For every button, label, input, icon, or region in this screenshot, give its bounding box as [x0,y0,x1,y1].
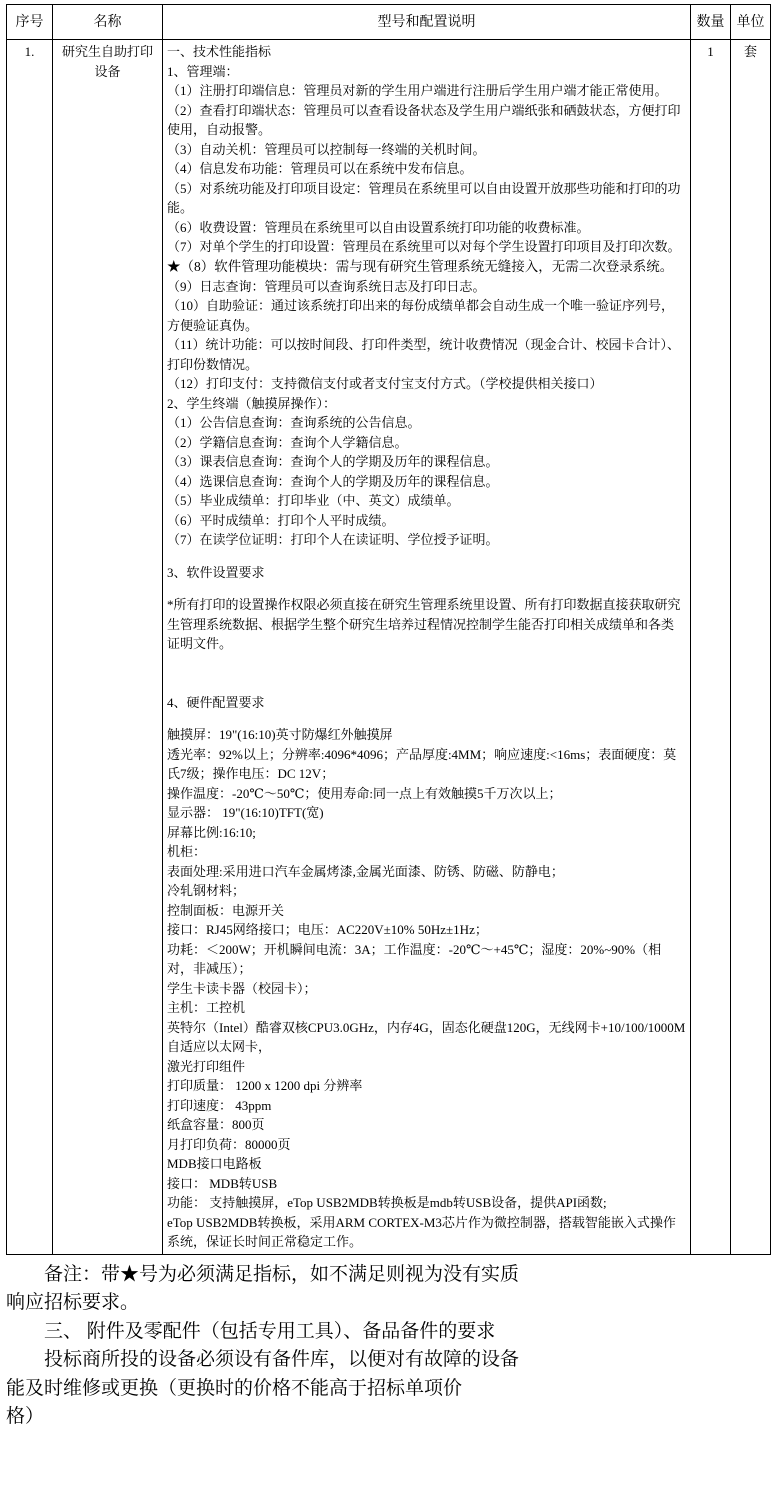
desc-line: MDB接口电路板 [167,1156,262,1172]
desc-line: 纸盒容量：800页 [167,1117,265,1133]
desc-section-title: 3、软件设置要求 [167,564,265,580]
cell-quantity: 1 [691,40,731,1255]
desc-line: （6）收费设置：管理员在系统里可以自由设置系统打印功能的收费标准。 [167,219,590,235]
table-header [7,5,771,40]
spacer [167,712,686,725]
desc-line: （1）公告信息查询：查询系统的公告信息。 [167,415,421,431]
table-header-row [7,5,771,40]
desc-line: （3）课表信息查询：查询个人的学期及历年的课程信息。 [167,454,499,470]
column-header-quantity: 数量 [691,5,731,40]
desc-line: 月打印负荷：80000页 [167,1136,291,1152]
desc-line: 控制面板：电源开关 [167,902,285,918]
spacer [167,680,686,693]
desc-line: 一、技术性能指标 [167,44,272,59]
desc-line: 英特尔（Intel）酷睿双核CPU3.0GHz，内存4G，固态化硬盘120G，无线网卡+10/100/1000M自适应以太网卡， [167,1019,686,1055]
desc-line: （10）自助验证：通过该系统打印出来的每份成绩单都会自动生成一个唯一验证序列号，方便验证真伪。 [167,298,675,333]
desc-line: 学生卡读卡器（校园卡）； [167,980,317,996]
desc-line: （4）选课信息查询：查询个人的学期及历年的课程信息。 [167,473,499,489]
desc-line: 2、学生终端（触摸屏操作）： [167,395,337,411]
desc-line: （1）注册打印端信息：管理员对新的学生用户端进行注册后学生用户端才能正常使用。 [167,83,668,98]
note-line-5: 能及时维修或更换（更换时的价格不能高于招标单项价 [6,1377,463,1399]
notes-section [6,1261,771,1432]
desc-line: 触摸屏：19"(16:10)英寸防爆红外触摸屏 [167,727,393,743]
desc-line: 打印速度： 43ppm [167,1097,272,1113]
desc-line: 功耗：＜200W；开机瞬间电流：3A；工作温度：-20℃～+45℃；湿度：20%~90%（相对，非减压）； [167,941,662,977]
desc-line: 激光打印组件 [167,1058,246,1074]
desc-line: （6）平时成绩单：打印个人平时成绩。 [167,512,395,528]
desc-line: （4）信息发布功能：管理员可以在系统中发布信息。 [167,161,473,176]
desc-section-title: 4、硬件配置要求 [167,694,265,710]
column-header-description: 型号和配置说明 [163,5,691,40]
desc-line: （11）统计功能：可以按时间段、打印件类型，统计收费情况（现金合计、校园卡合计）、打印份数情况。 [167,337,681,372]
desc-line: 1、管理端： [167,63,239,79]
desc-line: 显示器： 19"(16:10)TFT(宽) [167,805,324,821]
desc-line: （5）对系统功能及打印项目设定：管理员在系统里可以自由设置开放那些功能和打印的功能。 [167,180,681,215]
note-line-6: 格） [6,1406,45,1428]
column-header-unit: 单位 [731,5,771,40]
desc-line: 机柜： [167,844,207,860]
desc-line: （2）学籍信息查询：查询个人学籍信息。 [167,434,408,450]
desc-line: 接口：RJ45网络接口；电压：AC220V±10% 50Hz±1Hz； [167,922,488,938]
desc-line: 打印质量： 1200 x 1200 dpi 分辨率 [167,1078,363,1094]
column-header-no: 序号 [7,5,53,40]
desc-line: 透光率：92%以上；分辨率:4096*4096；产品厚度:4MM；响应速度:<16ms；表面硬度：莫氏7级；操作电压：DC 12V； [167,746,677,782]
note-line-4: 投标商所投的设备必须设有备件库，以便对有故障的设备 [44,1349,520,1371]
note-line-2: 响应招标要求。 [6,1292,140,1314]
cell-item-name: 研究生自助打印设备 [53,40,163,1255]
note-line-1: 备注：带★号为必须满足指标，如不满足则视为没有实质 [44,1263,520,1285]
desc-line: （5）毕业成绩单：打印毕业（中、英文）成绩单。 [167,493,460,509]
desc-line: 功能： 支持触摸屏，eTop USB2MDB转换板是mdb转USB设备，提供API函数; [167,1195,607,1211]
spacer [167,550,686,563]
spacer [167,582,686,595]
desc-line: 接口： MDB转USB [167,1175,278,1191]
desc-line: 主机：工控机 [167,1000,246,1016]
cell-item-description [163,40,691,1255]
desc-line-starred: ★（8）软件管理功能模块：需与现有研究生管理系统无缝接入，无需二次登录系统。 [167,258,674,274]
desc-section-body: *所有打印的设置操作权限必须直接在研究生管理系统里设置、所有打印数据直接获取研究生管理系统数据、根据学生整个研究生培养过程情况控制学生能否打印相关成绩单和各类证明文件。 [167,597,681,652]
desc-line: 表面处理:采用进口汽车金属烤漆,金属光面漆、防锈、防磁、防静电； [167,863,564,879]
desc-line: （12）打印支付：支持微信支付或者支付宝支付方式。（学校提供相关接口） [167,376,603,392]
desc-line: 操作温度：-20℃～50℃；使用寿命:同一点上有效触摸5千万次以上； [167,785,562,801]
desc-line: （3）自动关机：管理员可以控制每一终端的关机时间。 [167,141,486,157]
specification-table [6,4,771,1255]
desc-line: 屏幕比例:16:10; [167,824,256,840]
table-body [7,40,771,1255]
cell-unit: 套 [731,40,771,1255]
desc-line: （2）查看打印端状态：管理员可以查看设备状态及学生用户端纸张和硒鼓状态，方便打印使用，自动报警。 [167,102,681,137]
table-row [7,40,771,1255]
spacer [167,654,686,680]
cell-item-no: 1. [7,40,53,1255]
desc-line: （7）对单个学生的打印设置：管理员在系统里可以对每个学生设置打印项目及打印次数。 [167,239,681,254]
column-header-name: 名称 [53,5,163,40]
note-line-3: 三、 附件及零配件（包括专用工具）、备品备件的要求 [44,1320,496,1342]
desc-line: eTop USB2MDB转换板，采用ARM CORTEX-M3芯片作为微控制器，搭载智能嵌入式操作系统，保证长时间正常稳定工作。 [167,1214,676,1250]
desc-line: （9）日志查询：管理员可以查询系统日志及打印日志。 [167,278,486,294]
desc-line: （7）在读学位证明：打印个人在读证明、学位授予证明。 [167,532,499,548]
desc-line: 冷轧钢材料； [167,883,246,899]
